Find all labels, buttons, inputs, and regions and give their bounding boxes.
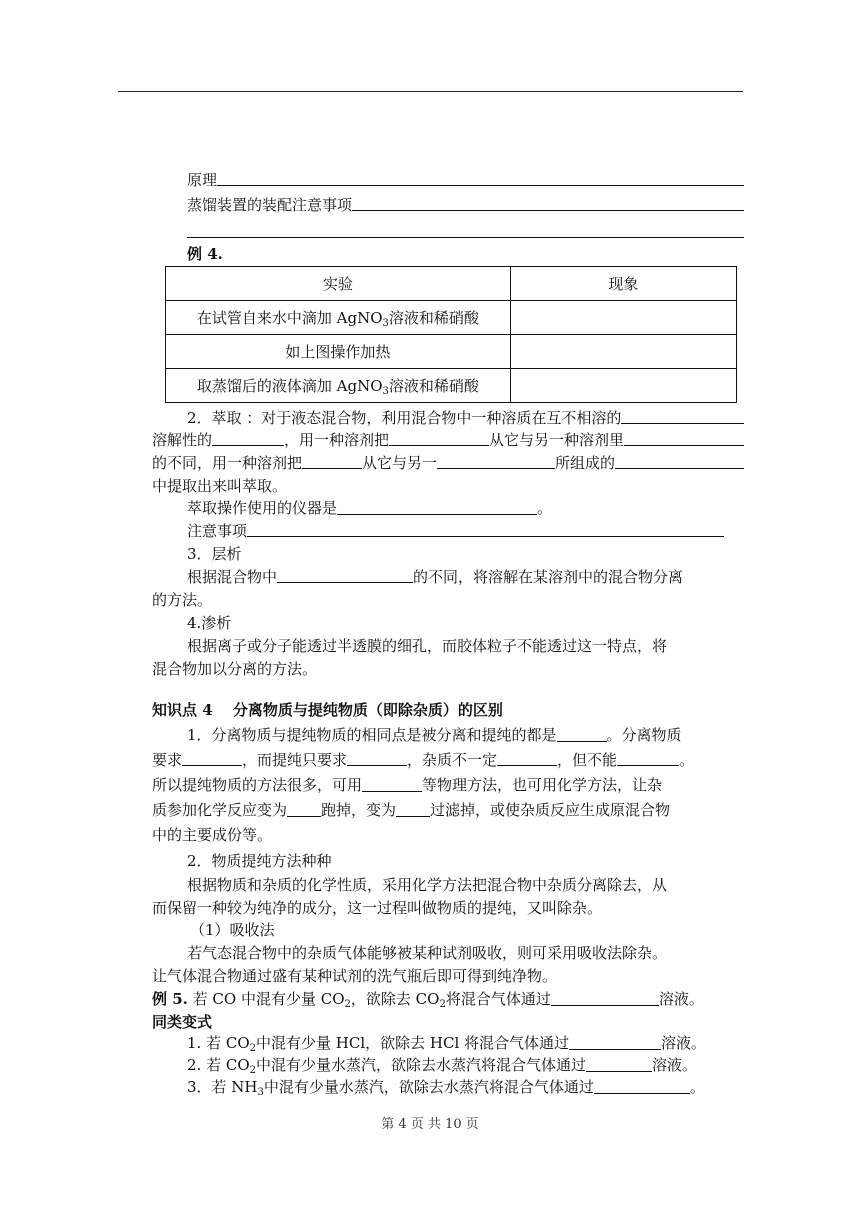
- blank[interactable]: [617, 750, 679, 766]
- variant-heading: 同类变式: [152, 1013, 213, 1031]
- absorption-title: （1）吸收法: [190, 921, 275, 939]
- blank[interactable]: [247, 521, 724, 537]
- blank[interactable]: [287, 801, 321, 817]
- distill-notes-continuation-line: [187, 237, 744, 238]
- blank[interactable]: [497, 750, 557, 766]
- extraction-line-4: 中提取出来叫萃取。: [152, 477, 288, 495]
- blank[interactable]: [437, 453, 555, 469]
- blank[interactable]: [624, 430, 744, 446]
- table-cell-phenomenon[interactable]: [510, 335, 736, 369]
- table-row: [166, 335, 737, 369]
- blank[interactable]: [362, 776, 422, 792]
- extraction-line-1: 2．萃取 ：对于液态混合物，利用混合物中一种溶质在互不相溶的: [187, 408, 744, 428]
- blank[interactable]: [621, 408, 744, 424]
- extraction-line-3: 的不同，用一种溶剂把 从它与另一 所组成的: [152, 453, 744, 473]
- variant-2-line: 2. 若 $CO_2$中混有少量水蒸汽，欲除去水蒸汽将混合气体通过 溶液。: [187, 1056, 698, 1076]
- chromatography-title: 3．层析: [187, 545, 242, 563]
- blank[interactable]: [569, 1034, 661, 1050]
- blank[interactable]: [277, 567, 413, 583]
- experiment-table: [165, 266, 737, 403]
- blank[interactable]: [557, 726, 607, 742]
- header-rule: [118, 91, 743, 92]
- purification-methods-title: 2．物质提纯方法种种: [187, 852, 332, 870]
- blank[interactable]: [389, 430, 489, 446]
- purification-line-1: 根据物质和杂质的化学性质，采用化学方法把混合物中杂质分离除去，从: [187, 876, 668, 894]
- dialysis-line-2: 混合物加以分离的方法。: [152, 660, 318, 678]
- table-row: [166, 301, 737, 335]
- extraction-line-2: 溶解性的 ，用一种溶剂把 从它与另一种溶剂里: [152, 430, 744, 450]
- separation-line-1: 1．分离物质与提纯物质的相同点是被分离和提纯的都是 。分离物质: [187, 726, 682, 744]
- variant-1-line: 1. 若 $CO_2$中混有少量 HCl，欲除去 HCl 将混合气体通过 溶液。: [187, 1034, 707, 1054]
- blank[interactable]: [396, 801, 430, 817]
- blank[interactable]: [615, 453, 744, 469]
- table-cell-experiment: 取蒸馏后的液体滴加 AgNO$_3$溶液和稀硝酸: [166, 369, 511, 403]
- table-cell-phenomenon[interactable]: [510, 301, 736, 335]
- table-cell-phenomenon[interactable]: [510, 369, 736, 403]
- chromatography-line-1: 根据混合物中 的不同，将溶解在某溶剂中的混合物分离: [187, 568, 684, 586]
- example-5-line: 例 5. 若 CO 中混有少量 $CO_2$，欲除去 $CO_2$将混合气体通过 溶液。: [152, 990, 704, 1010]
- blank[interactable]: [551, 990, 659, 1006]
- extraction-notes-line: 注意事项: [187, 521, 724, 541]
- blank[interactable]: [594, 1078, 690, 1094]
- blank[interactable]: [182, 750, 242, 766]
- variant-3-line: 3．若 $NH_3$中混有少量水蒸汽，欲除去水蒸汽将混合气体通过 。: [187, 1078, 705, 1098]
- absorption-line-1: 若气态混合物中的杂质气体能够被某种试剂吸收，则可采用吸收法除杂。: [187, 944, 668, 962]
- blank[interactable]: [337, 499, 537, 515]
- blank[interactable]: [347, 750, 407, 766]
- example-4-label: 例 4.: [187, 245, 223, 263]
- separation-line-5: 中的主要成份等。: [152, 826, 273, 844]
- table-header-experiment: 实验: [166, 267, 511, 301]
- purification-line-2: 而保留一种较为纯净的成分，这一过程叫做物质的提纯，又叫除杂。: [152, 899, 603, 917]
- blank[interactable]: [212, 430, 284, 446]
- principle-line: 原理: [187, 170, 744, 190]
- table-cell-experiment: 如上图操作加热: [166, 335, 511, 369]
- blank[interactable]: [586, 1056, 652, 1072]
- distill-notes-line: 蒸馏装置的装配注意事项: [187, 195, 744, 215]
- page-footer: 第 4 页 共 10 页: [381, 1117, 479, 1132]
- extraction-instrument-line: 萃取操作使用的仪器是 。: [187, 499, 553, 517]
- table-header-row: [166, 267, 737, 301]
- separation-line-3: 所以提纯物质的方法很多，可用 等物理方法，也可用化学方法，让杂: [152, 776, 663, 794]
- chromatography-line-2: 的方法。: [152, 591, 213, 609]
- table-cell-experiment: 在试管自来水中滴加 AgNO$_3$溶液和稀硝酸: [166, 301, 511, 335]
- principle-blank[interactable]: [217, 170, 744, 186]
- table-header-phenomenon: 现象: [510, 267, 736, 301]
- dialysis-title: 4.渗析: [187, 614, 232, 632]
- absorption-line-2: 让气体混合物通过盛有某种试剂的洗气瓶后即可得到纯净物。: [152, 967, 558, 985]
- blank[interactable]: [302, 453, 362, 469]
- separation-line-2: 要求 ，而提纯只要求 ，杂质不一定 ，但不能 。: [152, 751, 695, 769]
- table-row: [166, 369, 737, 403]
- separation-line-4: 质参加化学反应变为 跑掉，变为 过滤掉，或使杂质反应生成原混合物: [152, 801, 671, 819]
- knowledge-point-4-heading: 知识点 4 分离物质与提纯物质（即除杂质）的区别: [152, 701, 503, 719]
- distill-notes-blank[interactable]: [352, 195, 744, 211]
- dialysis-line-1: 根据离子或分子能透过半透膜的细孔，而胶体粒子不能透过这一特点，将: [187, 637, 668, 655]
